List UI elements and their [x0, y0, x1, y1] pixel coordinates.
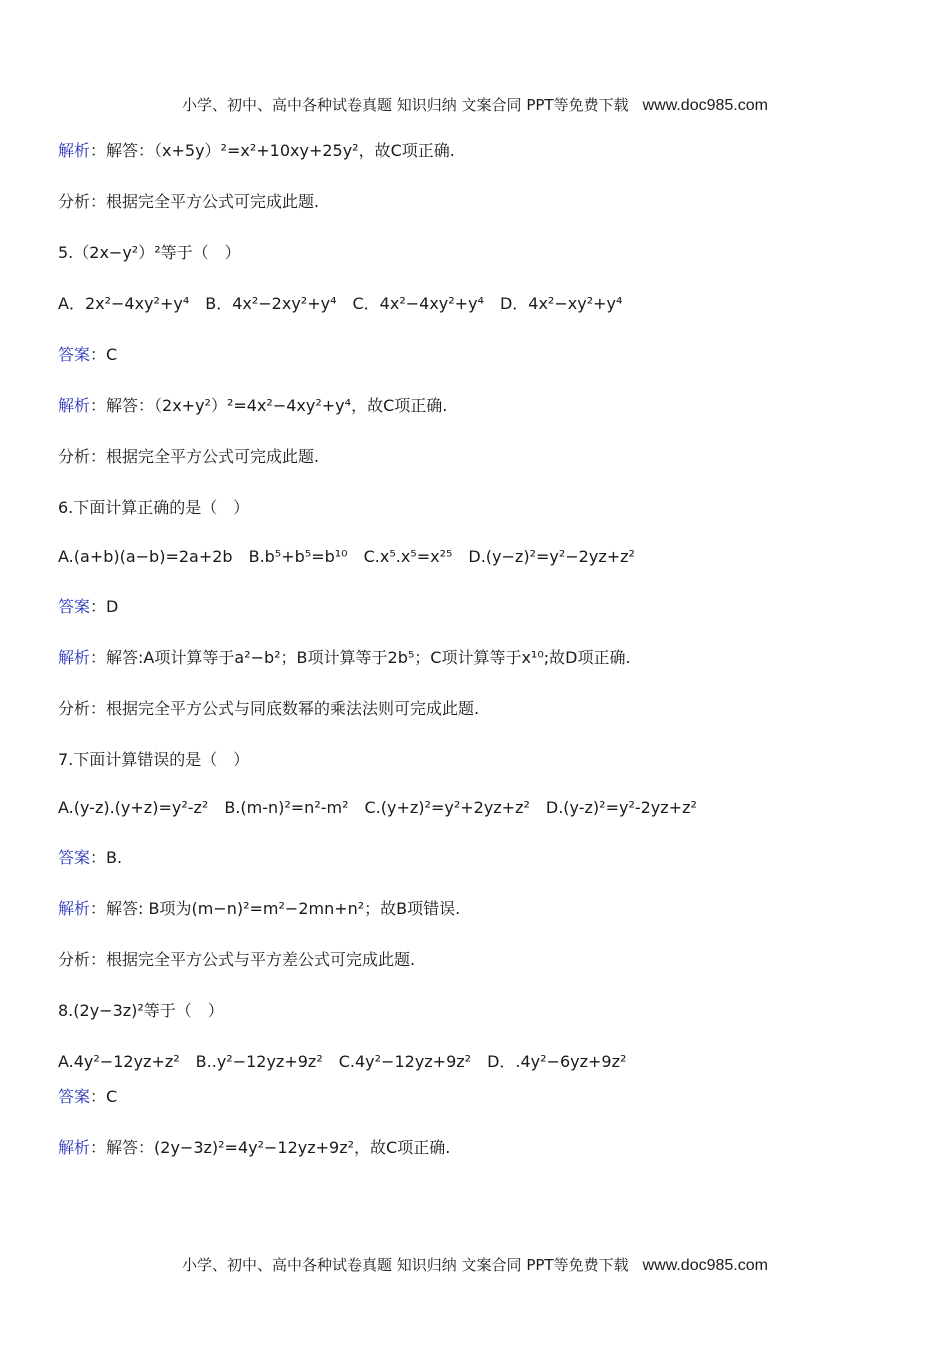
q6-analysis	[58, 648, 631, 668]
page-footer	[0, 1254, 950, 1275]
q5-stem: 5.（2x−y²）²等于（ ）	[58, 243, 241, 262]
q6-analysis-text: ：解答:A项计算等于a²−b²；B项计算等于2b⁵；C项计算等于x¹⁰;故D项正确.	[90, 648, 631, 667]
header-url: www.doc985.com	[642, 97, 768, 114]
q6-options: A.(a+b)(a−b)=2a+2b B.b⁵+b⁵=b¹⁰ C.x⁵.x⁵=x²⁵ D.(y−z)²=y²−2yz+z²	[58, 547, 635, 566]
q5-reason-text: ：根据完全平方公式可完成此题.	[90, 447, 320, 466]
answer-label: 答案	[58, 848, 91, 867]
analysis-label: 解析	[58, 141, 91, 160]
q6-answer-text: ：D	[90, 597, 119, 616]
reason-label: 分析	[58, 950, 91, 969]
q5-answer-text: ：C	[90, 345, 118, 364]
page-header	[0, 94, 950, 115]
analysis-label: 解析	[58, 648, 91, 667]
q5-analysis	[58, 396, 447, 416]
q7-options: A.(y-z).(y+z)=y²-z² B.(m-n)²=n²-m² C.(y+z)²=y²+2yz+z² D.(y-z)²=y²-2yz+z²	[58, 798, 697, 817]
answer-label: 答案	[58, 597, 91, 616]
reason-label: 分析	[58, 447, 91, 466]
reason-label: 分析	[58, 192, 91, 211]
q5-options: A．2x²−4xy²+y⁴ B．4x²−2xy²+y⁴ C．4x²−4xy²+y⁴ D．4x²−xy²+y⁴	[58, 294, 623, 313]
q8-options: A.4y²−12yz+z² B..y²−12yz+9z² C.4y²−12yz+9z² D．.4y²−6yz+9z²	[58, 1052, 627, 1071]
q8-answer-text: ：C	[90, 1087, 118, 1106]
q7-reason	[58, 950, 415, 970]
analysis-label: 解析	[58, 1138, 91, 1157]
q7-answer-text: ：B.	[90, 848, 123, 867]
q4-reason	[58, 192, 319, 212]
q4-analysis-text: ：解答：（x+5y）²=x²+10xy+25y²，故C项正确.	[90, 141, 455, 160]
q6-reason-text: ：根据完全平方公式与同底数幂的乘法法则可完成此题.	[90, 699, 480, 718]
reason-label: 分析	[58, 699, 91, 718]
q6-stem: 6.下面计算正确的是（ ）	[58, 498, 250, 517]
q4-reason-text: ：根据完全平方公式可完成此题.	[90, 192, 320, 211]
q6-reason	[58, 699, 479, 719]
q5-analysis-text: ：解答：（2x+y²）²=4x²−4xy²+y⁴，故C项正确.	[90, 396, 448, 415]
q4-analysis	[58, 141, 455, 161]
q7-reason-text: ：根据完全平方公式与平方差公式可完成此题.	[90, 950, 416, 969]
q5-reason	[58, 447, 319, 467]
analysis-label: 解析	[58, 899, 91, 918]
q8-analysis	[58, 1138, 450, 1158]
q6-answer	[58, 597, 118, 617]
q7-stem: 7.下面计算错误的是（ ）	[58, 750, 250, 769]
q7-analysis-text: ：解答: B项为(m−n)²=m²−2mn+n²；故B项错误.	[90, 899, 461, 918]
q8-stem: 8.(2y−3z)²等于（ ）	[58, 1001, 224, 1020]
answer-label: 答案	[58, 1087, 91, 1106]
analysis-label: 解析	[58, 396, 91, 415]
answer-label: 答案	[58, 345, 91, 364]
header-text: 小学、初中、高中各种试卷真题 知识归纳 文案合同 PPT等免费下载	[182, 96, 629, 114]
footer-text: 小学、初中、高中各种试卷真题 知识归纳 文案合同 PPT等免费下载	[182, 1256, 629, 1274]
q8-answer	[58, 1087, 117, 1107]
q7-analysis	[58, 899, 460, 919]
q8-analysis-text: ：解答：(2y−3z)²=4y²−12yz+9z²，故C项正确.	[90, 1138, 451, 1157]
footer-url: www.doc985.com	[642, 1257, 768, 1274]
q7-answer	[58, 848, 122, 868]
q5-answer	[58, 345, 117, 365]
